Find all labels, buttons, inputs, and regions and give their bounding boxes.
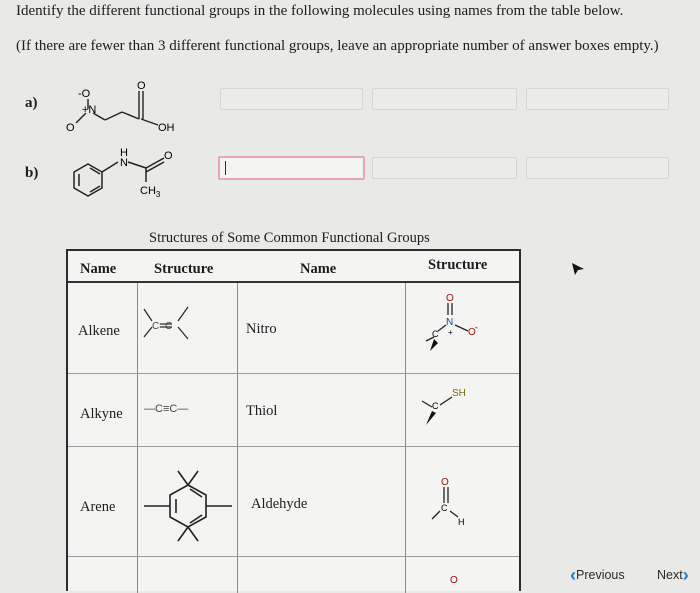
mouse-pointer-icon [570,262,586,276]
thiol-sh: SH [452,388,466,399]
mol-a-o-minus: -O [78,88,91,100]
row-arene-name: Arene [80,499,116,515]
col-divider-2 [237,283,238,593]
thiol-structure [408,379,518,444]
header-structure-2: Structure [428,257,488,273]
mol-a-oh: OH [158,122,175,134]
alkene-structure [138,301,236,351]
table-caption: Structures of Some Common Functional Groups [149,230,430,246]
chevron-right-icon: › [682,565,689,585]
text-cursor [225,161,226,175]
alkyne-structure: —C≡C— [144,403,189,415]
mol-a-o-left: O [66,122,75,134]
chevron-left-icon: ‹ [570,565,576,585]
mol-b-o: O [164,150,173,162]
row-divider-1 [68,373,519,374]
nitro-n: N [446,317,454,328]
previous-button[interactable] [570,565,625,586]
previous-label: Previous [576,568,625,582]
nitro-minus: - [475,323,478,332]
nitro-o-right: O [468,327,476,338]
header-name-2: Name [300,261,337,277]
mol-a-n-plus: +N [82,104,97,116]
row-aldehyde-name: Aldehyde [251,496,308,512]
header-structure-1: Structure [154,261,214,277]
aldehyde-structure [408,473,518,543]
answer-b-2[interactable] [372,157,517,179]
nitro-plus: + [448,328,453,337]
alkene-label: C=C [152,321,173,332]
instruction-line-2: (If there are fewer than 3 different functional groups, leave an appropriate number of answer boxes empty.) [16,38,659,54]
row-thiol-name: Thiol [246,403,278,419]
instruction-line-1: Identify the different functional groups in the following molecules using names from the table below. [16,3,624,19]
functional-groups-table [66,249,521,591]
aldehyde-h: H [458,517,465,527]
row-alkyne-name: Alkyne [80,406,123,422]
answer-a-2[interactable] [372,88,517,110]
question-b-label: b) [25,165,39,181]
row-alkene-name: Alkene [78,323,120,339]
mol-b-n: N [120,157,128,169]
mol-b-h: H [120,147,128,159]
arene-structure [140,461,236,551]
row-divider-2 [68,446,519,447]
thiol-c: C [432,401,439,411]
mol-b-ch3: $CH_3$ [140,185,161,199]
partial-o: O [450,575,458,586]
mol-a-o-top: O [137,80,146,92]
row-nitro-name: Nitro [246,321,277,337]
partial-row-structure [440,569,470,589]
answer-b-1[interactable] [218,156,365,180]
question-a-label: a) [25,95,38,111]
answer-a-3[interactable] [526,88,669,110]
aldehyde-c: C [441,503,448,513]
answer-b-3[interactable] [526,157,669,179]
col-divider-3 [405,283,406,593]
molecule-b-structure [60,132,190,202]
next-button[interactable] [657,565,689,586]
header-name-1: Name [80,261,117,277]
nitro-o-top: O [446,293,454,304]
header-divider [68,281,519,283]
answer-a-1[interactable] [220,88,363,110]
next-label: Next [657,568,683,582]
aldehyde-o: O [441,477,449,488]
nitro-c: C [432,329,439,339]
nitro-structure [408,287,518,367]
row-divider-3 [68,556,519,557]
